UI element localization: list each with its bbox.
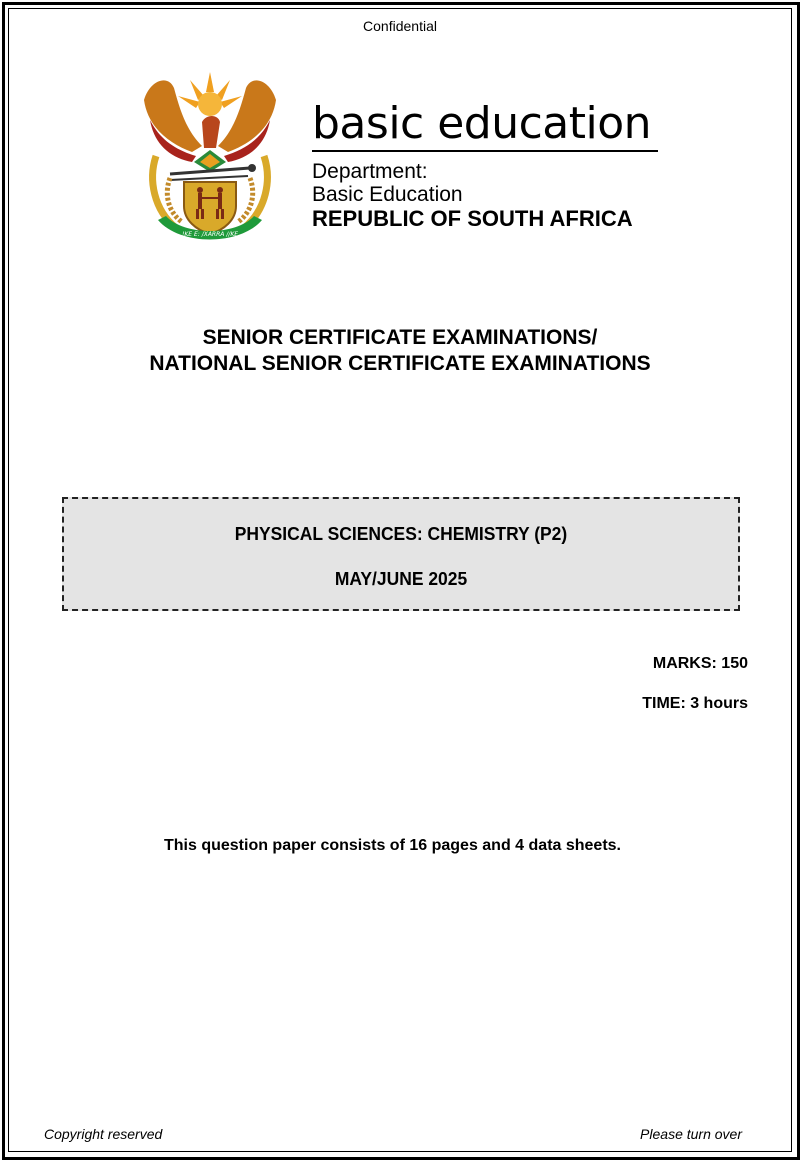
brand-divider (312, 150, 658, 152)
exam-session: MAY/JUNE 2025 (334, 569, 468, 589)
page-count-statement: This question paper consists of 16 pages and 4 data sheets. (163, 837, 621, 854)
footer-turn-over: Please turn over (640, 1126, 742, 1142)
country-name: REPUBLIC OF SOUTH AFRICA (312, 206, 633, 231)
department-name: Basic Education (312, 183, 463, 206)
footer-copyright: Copyright reserved (44, 1126, 163, 1142)
marks-label: MARKS: 150 (652, 655, 748, 672)
coat-of-arms-icon (140, 70, 280, 248)
subject-box (62, 497, 740, 611)
classification-label: Confidential (363, 18, 437, 34)
exam-title-line-2: NATIONAL SENIOR CERTIFICATE EXAMINATIONS (149, 352, 651, 375)
subject-title: PHYSICAL SCIENCES: CHEMISTRY (P2) (234, 524, 568, 544)
time-label: TIME: 3 hours (642, 695, 748, 712)
brand-title: basic education (312, 98, 652, 149)
exam-title-line-1: SENIOR CERTIFICATE EXAMINATIONS/ (202, 326, 598, 349)
department-label: Department: (312, 160, 428, 183)
svg-text:!KE E: /XARRA //KE: !KE E: /XARRA //KE (181, 231, 239, 238)
